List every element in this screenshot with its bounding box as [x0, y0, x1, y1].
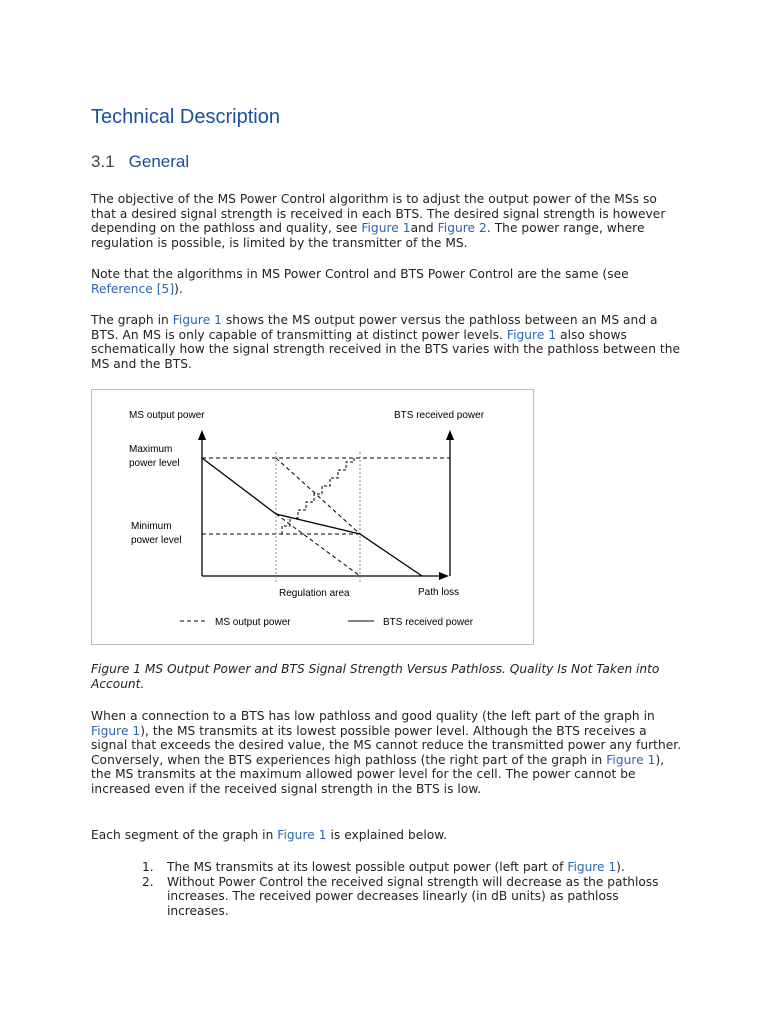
figure-2-link[interactable]: Figure 2 — [437, 221, 487, 236]
paragraph-graph-intro: The graph in Figure 1 shows the MS output power versus the pathloss between an MS and a BTS. An MS is only capable of transmitting at distinct power levels. Figure 1 also shows schematically how the signal strength received in the BTS varies with the pathloss between the MS and the BTS. — [91, 313, 681, 371]
figure-1-link[interactable]: Figure 1 — [277, 828, 327, 842]
page-title: Technical Description — [91, 106, 280, 128]
label-maximum: Maximum — [129, 444, 173, 455]
paragraph-segments: Each segment of the graph in Figure 1 is explained below. — [91, 828, 448, 842]
section-heading — [91, 152, 189, 172]
reference-5-link[interactable]: Reference [5] — [91, 281, 175, 296]
ms-output-diagonal-upper — [276, 458, 360, 534]
figure-1-link[interactable]: Figure 1 — [567, 860, 617, 874]
figure-1-link[interactable]: Figure 1 — [506, 327, 557, 342]
figure-caption: Figure 1 MS Output Power and BTS Signal Strength Versus Pathloss. Quality Is Not Taken into Account. — [91, 662, 660, 691]
list-item: 1. The MS transmits at its lowest possible output power (left part of Figure 1). — [142, 860, 625, 874]
label-bts-received-power: BTS received power — [394, 410, 485, 421]
label-ms-output-power: MS output power — [129, 410, 205, 421]
paragraph-explanation: When a connection to a BTS has low pathloss and good quality (the left part of the graph in Figure 1), the MS transmits at its lowest possible power level. Although the BTS receives a signal that exceeds the desired value, the MS cannot reduce the transmitted power any further. Conversely, when the BTS experiences high pathloss (the right part of the graph in Figure 1), the MS transmits at the maximum allowed power level for the cell. The power cannot be increased even if the received signal strength in the BTS is low. — [91, 709, 682, 796]
paragraph-note: Note that the algorithms in MS Power Control and BTS Power Control are the same (see Reference [5]). — [91, 267, 629, 296]
legend-ms-output-power: MS output power — [215, 617, 291, 628]
figure-1-link[interactable]: Figure 1 — [172, 313, 222, 327]
x-axis-arrow-icon — [439, 572, 449, 580]
figure-1-link[interactable]: Figure 1 — [606, 752, 656, 767]
section-title: General — [128, 152, 190, 171]
label-minimum-power-level: power level — [131, 535, 182, 546]
power-control-diagram — [92, 390, 533, 644]
left-axis-arrow-icon — [198, 430, 206, 440]
ms-output-diagonal-lower — [276, 514, 360, 576]
section-number: 3.1 — [91, 152, 115, 171]
figure-1-link[interactable]: Figure 1 — [361, 221, 411, 236]
label-minimum: Minimum — [131, 521, 172, 532]
label-maximum-power-level: power level — [129, 458, 180, 469]
segment-list — [91, 860, 683, 918]
figure-1-link[interactable]: Figure 1 — [91, 723, 141, 738]
bts-received-power-curve — [202, 458, 422, 576]
label-path-loss: Path loss — [418, 587, 460, 598]
label-regulation-area: Regulation area — [279, 588, 350, 599]
legend-bts-received-power: BTS received power — [383, 617, 474, 628]
paragraph-objective: The objective of the MS Power Control algorithm is to adjust the output power of the MSs so that a desired signal strength is received in each BTS. The desired signal strength is however depending on the pathloss and quality, see Figure 1and Figure 2. The power range, where regulation is possible, is limited by the transmitter of the MS. — [91, 192, 666, 250]
figure-1 — [91, 389, 534, 645]
right-axis-arrow-icon — [446, 430, 454, 440]
list-item: 2. Without Power Control the received signal strength will decrease as the pathloss increases. The received power decreases linearly (in dB units) as pathloss increases. — [142, 874, 659, 918]
